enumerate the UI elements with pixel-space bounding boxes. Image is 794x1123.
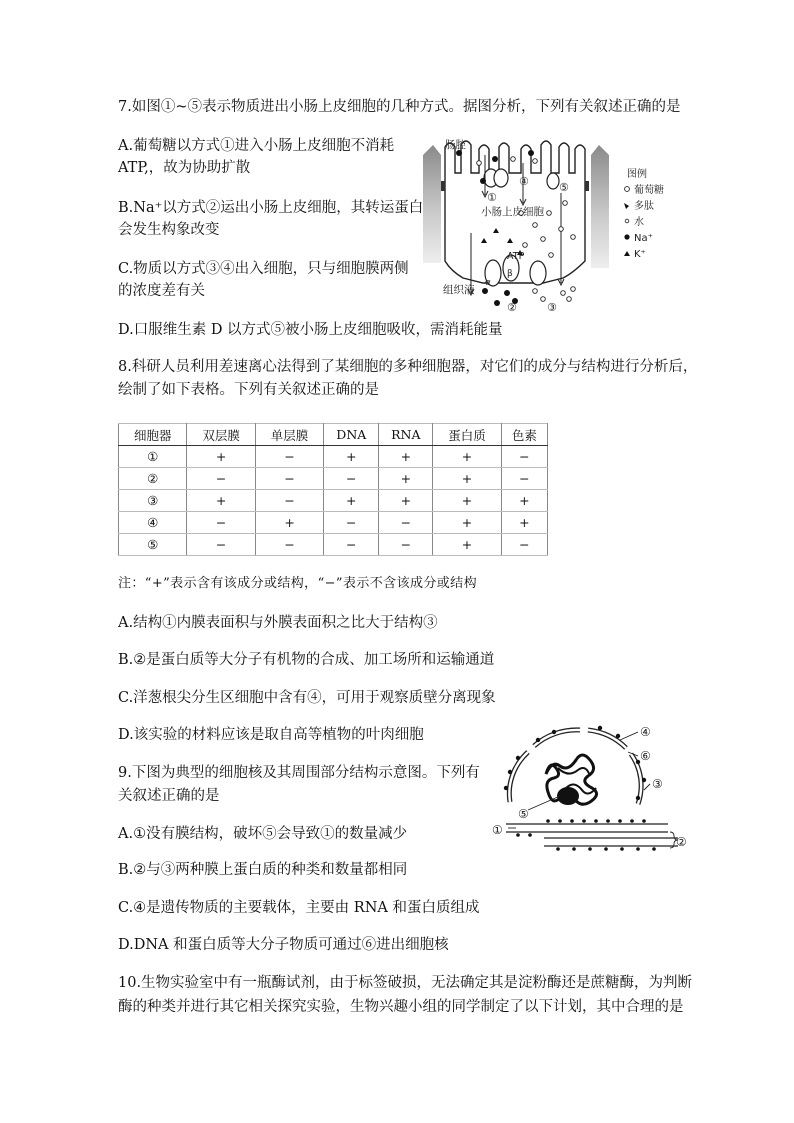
label-n2: ② <box>507 301 517 314</box>
table-header-row <box>119 424 548 446</box>
q7-option-a-line1: A.葡萄糖以方式①进入小肠上皮细胞不消耗 <box>118 138 395 154</box>
q9-stem-line2: 关叙述正确的是 <box>118 788 220 804</box>
table-cell: + <box>433 446 501 468</box>
table-row <box>119 468 548 490</box>
label-n4: ④ <box>640 725 651 739</box>
label-beta: β <box>507 269 513 279</box>
label-n3: ③ <box>547 301 557 314</box>
table-cell: ① <box>119 446 187 468</box>
q8-note: 注：“+”表示含有该成分或结构，“−”表示不含该成分或结构 <box>118 576 477 591</box>
q8-option-b: B.②是蛋白质等大分子有机物的合成、加工场所和运输通道 <box>118 652 495 668</box>
q7-option-c-line2: 的浓度差有关 <box>118 283 205 299</box>
table-cell: − <box>324 512 379 534</box>
legend-title: 图例 <box>627 169 647 180</box>
label-n1: ① <box>487 191 497 204</box>
nucleus-structure-figure <box>488 722 688 852</box>
q10-stem-line1: 10.生物实验室中有一瓶酶试剂，由于标签破损，无法确定其是淀粉酶还是蔗糖酶，为判断 <box>118 975 693 991</box>
legend <box>624 167 664 260</box>
table-cell: + <box>324 490 379 512</box>
q9-stem-line1: 9.下图为典型的细胞核及其周围部分结构示意图。下列有 <box>118 765 480 781</box>
table-cell: − <box>187 468 255 490</box>
table-row <box>119 490 548 512</box>
q9-option-d: D.DNA 和蛋白质等大分子物质可通过⑥进出细胞核 <box>118 937 449 953</box>
legend-peptide: 多肽 <box>634 201 654 212</box>
q9-option-b: B.②与③两种膜上蛋白质的种类和数量都相同 <box>118 862 408 878</box>
table-cell: ③ <box>119 490 187 512</box>
legend-na: Na⁺ <box>634 233 653 244</box>
q7-option-b-line2: 会发生构象改变 <box>118 222 220 238</box>
q7-option-c-line1: C.物质以方式③④出入细胞，只与细胞膜两侧 <box>118 261 409 277</box>
label-n3: ③ <box>652 777 663 791</box>
table-cell: + <box>187 490 255 512</box>
table-cell: ④ <box>119 512 187 534</box>
table-cell: + <box>187 446 255 468</box>
label-n5: ⑤ <box>518 807 529 821</box>
table-header: 色素 <box>501 424 547 446</box>
table-cell: − <box>255 534 323 556</box>
table-header: 双层膜 <box>187 424 255 446</box>
label-n6: ⑥ <box>640 749 651 763</box>
table-cell: − <box>255 446 323 468</box>
label-n2: ② <box>676 835 687 849</box>
table-row <box>119 446 548 468</box>
table-cell: − <box>379 512 433 534</box>
q10-stem-line2: 酶的种类并进行其它相关探究实验，生物兴趣小组的同学制定了以下计划，其中合理的是 <box>118 999 684 1015</box>
table-row <box>119 512 548 534</box>
table-cell: − <box>501 534 547 556</box>
label-n4: ④ <box>519 175 529 188</box>
q7-option-b-line1: B.Na⁺以方式②运出小肠上皮细胞，其转运蛋白 <box>118 200 424 216</box>
table-cell: − <box>255 490 323 512</box>
table-cell: + <box>433 534 501 556</box>
q7-option-a-line2: ATP,，故为协助扩散 <box>118 160 251 176</box>
table-cell: + <box>433 490 501 512</box>
table-cell: + <box>433 512 501 534</box>
label-lumen: 肠腔 <box>445 139 466 151</box>
table-header: 单层膜 <box>255 424 323 446</box>
intestinal-cell-transport-figure <box>423 133 683 318</box>
table-cell: + <box>379 490 433 512</box>
q9-option-a: A.①没有膜结构，破坏⑤会导致①的数量减少 <box>118 826 408 842</box>
table-header: 细胞器 <box>119 424 187 446</box>
q8-option-c: C.洋葱根尖分生区细胞中含有④，可用于观察质壁分离现象 <box>118 690 496 706</box>
table-header: DNA <box>324 424 379 446</box>
label-n5: ⑤ <box>559 181 569 194</box>
table-cell: + <box>379 468 433 490</box>
q9-option-c: C.④是遗传物质的主要载体，主要由 RNA 和蛋白质组成 <box>118 900 480 916</box>
table-cell: + <box>379 446 433 468</box>
table-cell: − <box>501 446 547 468</box>
organelle-table <box>118 423 548 556</box>
label-tissue-fluid: 组织液 <box>443 284 475 296</box>
table-cell: − <box>379 534 433 556</box>
label-atp: ATP <box>507 251 525 262</box>
label-cell: 小肠上皮细胞 <box>481 206 544 218</box>
table-cell: − <box>187 534 255 556</box>
table-cell: − <box>324 468 379 490</box>
table-cell: − <box>187 512 255 534</box>
table-cell: − <box>501 468 547 490</box>
legend-k: K⁺ <box>634 249 646 260</box>
label-n1: ① <box>492 823 503 837</box>
label-alpha: α <box>485 278 491 288</box>
table-cell: + <box>501 512 547 534</box>
table-cell: + <box>255 512 323 534</box>
q8-stem-line1: 8.科研人员利用差速离心法得到了某细胞的多种细胞器，对它们的成分与结构进行分析后， <box>118 359 698 375</box>
q7-option-d: D.口服维生素 D 以方式⑤被小肠上皮细胞吸收，需消耗能量 <box>118 322 503 338</box>
legend-water: 水 <box>634 217 644 228</box>
q7-stem: 7.如图①~⑤表示物质进出小肠上皮细胞的几种方式。据图分析，下列有关叙述正确的是 <box>118 99 681 115</box>
table-cell: + <box>501 490 547 512</box>
table-cell: ⑤ <box>119 534 187 556</box>
table-cell: − <box>255 468 323 490</box>
q8-option-d: D.该实验的材料应该是取自高等植物的叶肉细胞 <box>118 727 424 743</box>
table-row <box>119 534 548 556</box>
table-cell: + <box>433 468 501 490</box>
q8-option-a: A.结构①内膜表面积与外膜表面积之比大于结构③ <box>118 615 438 631</box>
table-cell: + <box>324 446 379 468</box>
table-cell: − <box>324 534 379 556</box>
legend-glucose: 葡萄糖 <box>634 185 664 196</box>
table-header: RNA <box>379 424 433 446</box>
table-cell: ② <box>119 468 187 490</box>
table-header: 蛋白质 <box>433 424 501 446</box>
q8-stem-line2: 绘制了如下表格。下列有关叙述正确的是 <box>118 382 379 398</box>
